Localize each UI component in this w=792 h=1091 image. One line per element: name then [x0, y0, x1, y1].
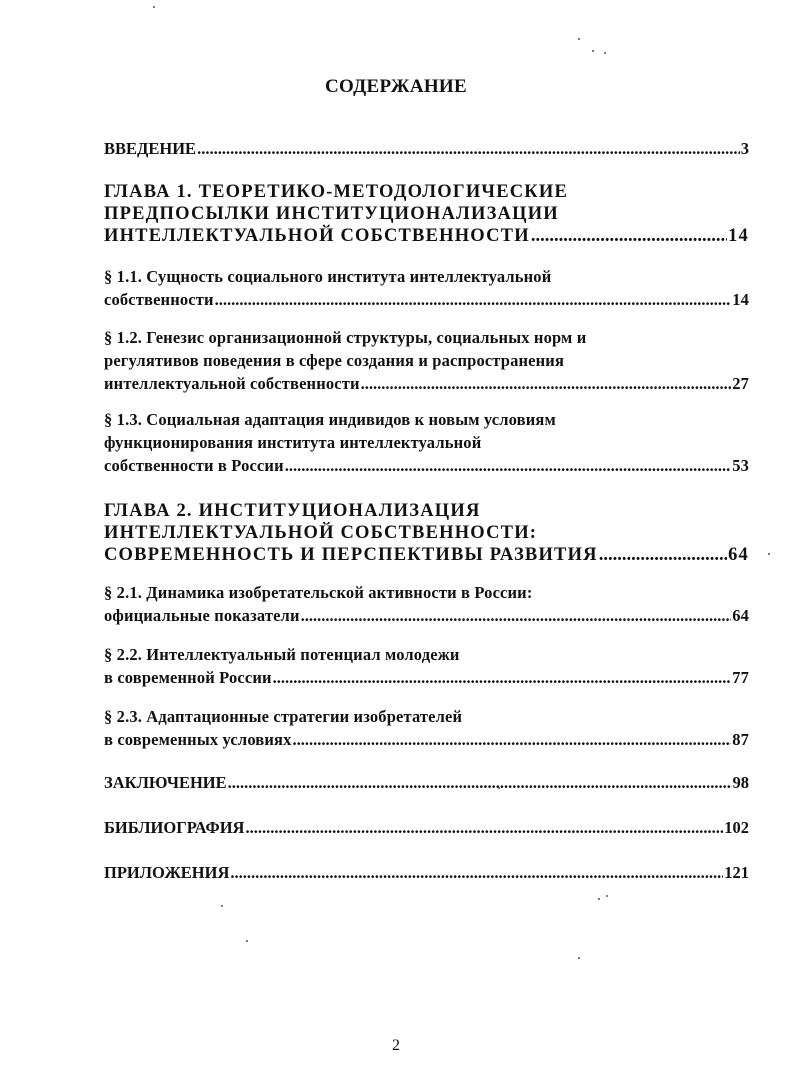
toc-entry-title: СОВРЕМЕННОСТЬ И ПЕРСПЕКТИВЫ РАЗВИТИЯ: [104, 545, 598, 565]
toc-entry-section-1-1[interactable]: [104, 265, 749, 311]
scan-speck: [606, 895, 608, 897]
toc-entry-section-2-3[interactable]: [104, 705, 749, 751]
toc-entry-appendices[interactable]: [104, 861, 749, 884]
toc-entry-title: ЗАКЛЮЧЕНИЕ: [104, 773, 227, 792]
toc-entry-section-1-3[interactable]: [104, 408, 749, 477]
toc-entry-page: 14: [732, 290, 749, 309]
toc-entry-section-2-2[interactable]: [104, 643, 749, 689]
toc-entry-section-1-2[interactable]: [104, 326, 749, 395]
toc-entry-page: 77: [732, 668, 749, 687]
toc-entry-line: § 2.3. Адаптационные стратегии изобретателей: [104, 707, 463, 726]
toc-entry-chapter-1[interactable]: [104, 181, 749, 247]
toc-entry-title: в современной России: [104, 668, 272, 687]
toc-entry-title: ИНТЕЛЛЕКТУАЛЬНОЙ СОБСТВЕННОСТИ: [104, 226, 530, 246]
toc-entry-line: § 1.1. Сущность социального института интеллектуальной: [104, 267, 552, 286]
scan-speck: [604, 52, 606, 54]
scan-speck: [598, 898, 600, 900]
toc-entry-line: § 1.3. Социальная адаптация индивидов к новым условиям: [104, 410, 556, 429]
toc-entry-title: в современных условиях: [104, 730, 292, 749]
scan-speck: [768, 553, 770, 555]
toc-entry-page: 53: [732, 456, 749, 475]
scan-speck: [592, 50, 594, 52]
scan-speck: [578, 957, 580, 959]
page-number: 2: [392, 1037, 400, 1054]
scan-speck: [578, 38, 580, 40]
toc-entry-line: § 2.1. Динамика изобретательской активности в России:: [104, 583, 533, 602]
toc-entry-line: ПРЕДПОСЫЛКИ ИНСТИТУЦИОНАЛИЗАЦИИ: [104, 204, 559, 224]
toc-entry-line: § 1.2. Генезис организационной структуры, социальных норм и: [104, 328, 587, 347]
toc-entry-line: регулятивов поведения в сфере создания и распространения: [104, 351, 565, 370]
toc-entry-title: собственности в России: [104, 456, 284, 475]
toc-entry-page: 14: [728, 226, 749, 246]
toc-entry-page: 3: [740, 139, 749, 158]
scan-speck: [221, 905, 223, 907]
toc-entry-title: интеллектуальной собственности: [104, 374, 360, 393]
toc-entry-introduction[interactable]: [104, 137, 749, 160]
toc-entry-title: БИБЛИОГРАФИЯ: [104, 818, 245, 837]
toc-entry-page: 87: [732, 730, 749, 749]
toc-entry-title: официальные показатели: [104, 606, 300, 625]
toc-entry-chapter-2[interactable]: [104, 500, 749, 566]
toc-entry-page: 27: [732, 374, 749, 393]
scan-speck: [498, 787, 500, 789]
toc-entry-line: ГЛАВА 1. ТЕОРЕТИКО-МЕТОДОЛОГИЧЕСКИЕ: [104, 182, 569, 202]
scan-speck: [153, 6, 155, 8]
toc-entry-page: 121: [724, 863, 749, 882]
page-title: СОДЕРЖАНИЕ: [325, 76, 467, 97]
toc-entry-title: ПРИЛОЖЕНИЯ: [104, 863, 230, 882]
toc-entry-bibliography[interactable]: [104, 816, 749, 839]
toc-entry-line: ГЛАВА 2. ИНСТИТУЦИОНАЛИЗАЦИЯ: [104, 501, 481, 521]
toc-entry-title: собственности: [104, 290, 214, 309]
toc-entry-title: ВВЕДЕНИЕ: [104, 139, 197, 158]
toc-entry-page: 64: [732, 606, 749, 625]
scan-speck: [246, 940, 248, 942]
toc-entry-section-2-1[interactable]: [104, 581, 749, 627]
toc-entry-page: 98: [732, 773, 749, 792]
toc-entry-line: ИНТЕЛЛЕКТУАЛЬНОЙ СОБСТВЕННОСТИ:: [104, 523, 538, 543]
toc-entry-page: 102: [724, 818, 749, 837]
toc-entry-conclusion[interactable]: [104, 771, 749, 794]
toc-entry-line: § 2.2. Интеллектуальный потенциал молодежи: [104, 645, 460, 664]
toc-entry-line: функционирования института интеллектуальной: [104, 433, 482, 452]
toc-entry-page: 64: [728, 545, 749, 565]
